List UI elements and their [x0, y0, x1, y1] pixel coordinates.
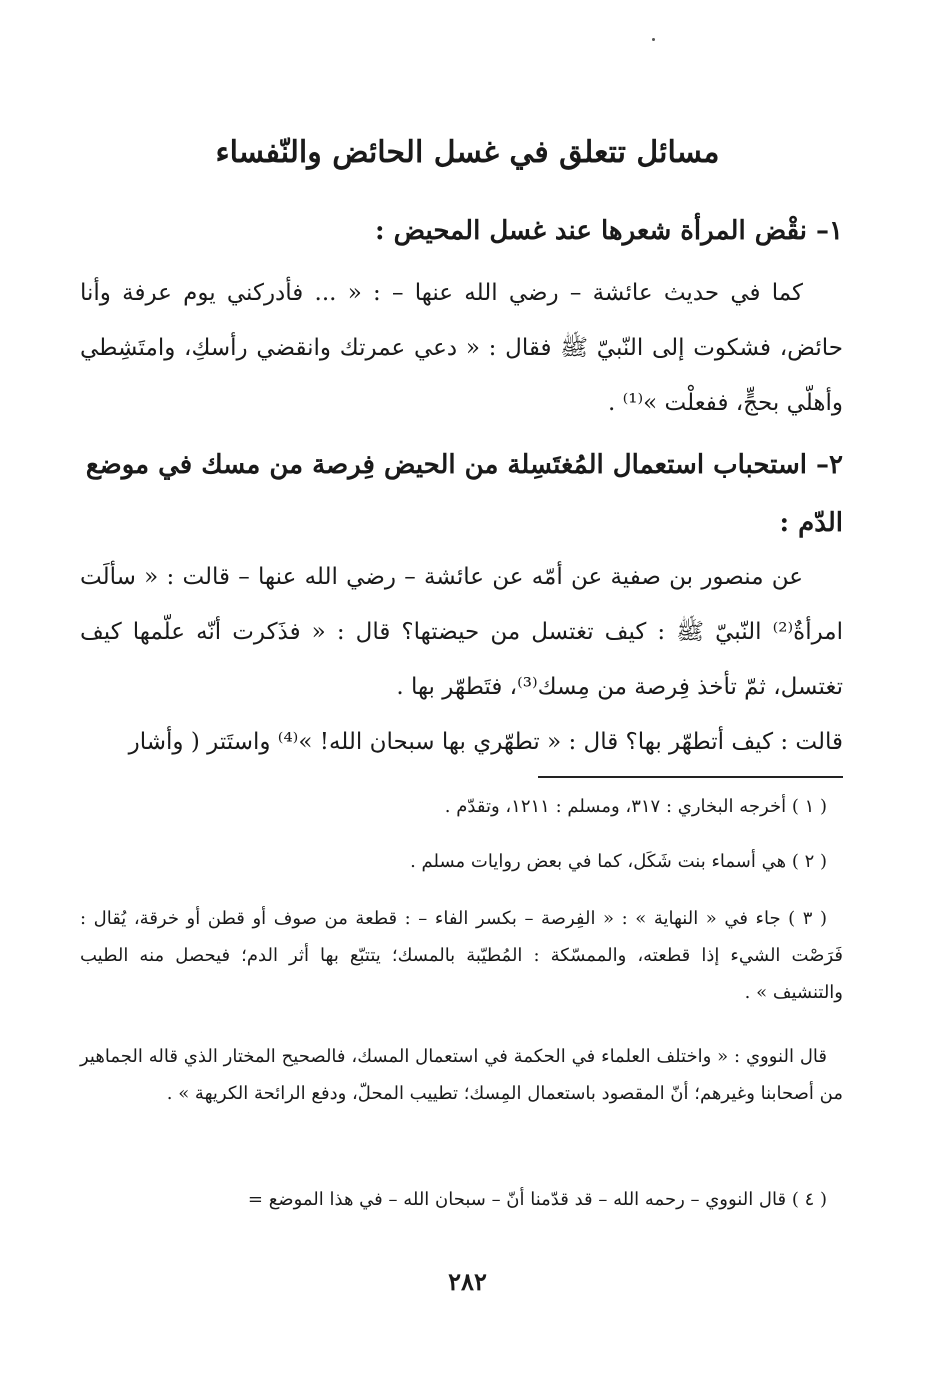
footnote-4: ( ٤ ) قال النووي – رحمه الله – قد قدّمنا أنّ – سبحان الله – في هذا الموضع = [247, 1189, 827, 1210]
section-2-continuation: قالت : كيف أتطهّر بها؟ قال : « تطهّري بها سبحان الله! »⁽⁴⁾ واستَتر ( وأشار [128, 729, 843, 755]
footnote-1: ( ١ ) أخرجه البخاري : ٣١٧، ومسلم : ١٢١١، وتقدّم . [444, 796, 827, 817]
footnote-divider [538, 776, 843, 778]
page-title: مسائل تتعلق في غسل الحائض والنّفساء [215, 135, 720, 170]
page-number: ٢٨٢ [448, 1267, 487, 1296]
footnote-3: ( ٣ ) جاء في « النهاية » : « الفِرصة – بكسر الفاء – : قطعة من صوف أو قطن أو خرقة، يُقال : فَرَصْت الشيء إذا قطعته، والممسّكة : المُطيّبة بالمسك؛ يتتبّع بها أثر الدم؛ فيحصل منه الطيب والتنشيف » . [80, 908, 843, 1003]
speck-mark [652, 38, 655, 41]
section-1-heading: ١– نقْض المرأة شعرها عند غسل المحيض : [375, 216, 843, 246]
footnote-2: ( ٢ ) هي أسماء بنت شَكَل، كما في بعض روايات مسلم . [410, 851, 827, 872]
section-2-paragraph: عن منصور بن صفية عن أمّه عن عائشة – رضي الله عنها – قالت : « سألَت امرأةٌ⁽²⁾ النّبيّ ﷺ : كيف تغتسل من حيضتها؟ قال : « فذَكرت أنّه علّمها كيف تغتسل، ثمّ تأخذ فِرصة من مِسك⁽³⁾، فتَطهّر بها . [80, 564, 843, 700]
section-1-paragraph: كما في حديث عائشة – رضي الله عنها – : « ... فأدركني يوم عرفة وأنا حائض، فشكوت إلى النّبيّ ﷺ فقال : « دعي عمرتك وانقضي رأسكِ، وامتَشِطي وأهلّي بحجٍّ، ففعلْت »⁽¹⁾ . [80, 280, 843, 416]
section-2-heading: ٢– استحباب استعمال المُغتَسِلة من الحيض فِرصة من مسك في موضع الدّم : [85, 450, 843, 538]
footnote-3-nawawi-quote: قال النووي : « واختلف العلماء في الحكمة في استعمال المسك، فالصحيح المختار الذي قاله الجماهير من أصحابنا وغيرهم؛ أنّ المقصود باستعمال المِسك؛ تطييب المحلّ، ودفع الرائحة الكريهة » . [80, 1046, 843, 1104]
